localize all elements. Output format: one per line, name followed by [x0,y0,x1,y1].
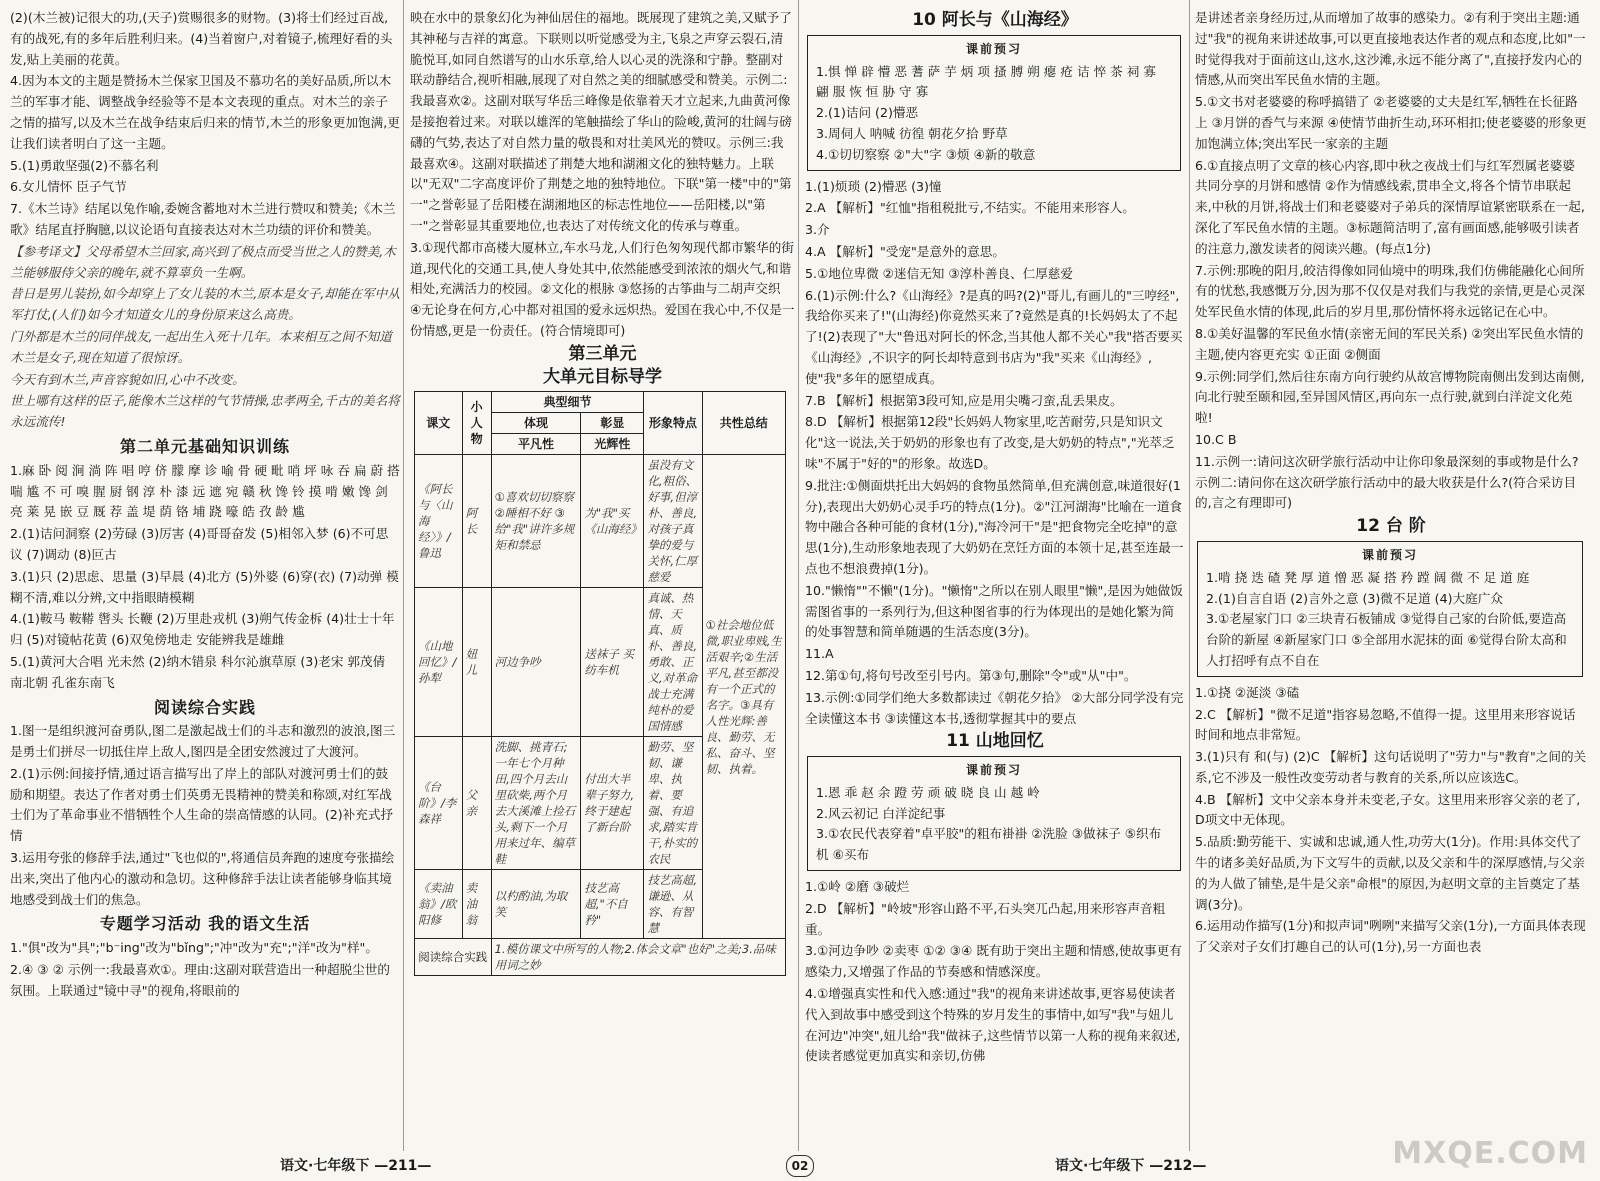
answer-paragraph: 8.①美好温馨的军民鱼水情(亲密无间的军民关系) ②突出军民鱼水情的主题,使内容更充实 ①正面 ②侧面 [1195,325,1584,362]
cell-ordinary: 以杓酌油,为取笑 [491,870,581,939]
answer-paragraph: 5.品质:勤劳能干、实诚和忠诚,通人性,功劳大(1分)。作用:具体交代了牛的诸多美好品质,为下文写牛的贡献,以及父亲和牛的深厚感情,与父亲的为人做了铺垫,是牛是父亲"命根"的原因,为赵明文章的主旨奠定了基调(3分)。 [1195,834,1585,912]
answer-paragraph: 5.①文书对老婆婆的称呼搞错了 ②老婆婆的丈夫是红军,牺牲在长征路上 ③月饼的香气与来源 ④使情节曲折生动,环环相扣;使老婆婆的形象更加饱满立体;突出军民一家亲的主题 [1195,94,1587,151]
answer-paragraph: 2.A 【解析】"红恤"指租税批亏,不结实。不能用来形容人。 [805,200,1135,216]
preview-line: 2.风云初记 白洋淀纪事 [816,805,946,821]
th-person: 小人物 [462,392,491,455]
answer-paragraph: 4.(1)鞍马 鞍鞯 辔头 长鞭 (2)万里赴戎机 (3)朔气传金柝 (4)壮士十年归 (5)对镜帖花黄 (6)双兔傍地走 安能辨我是雄雌 [10,611,395,648]
answer-paragraph: 3.运用夸张的修辞手法,通过"飞也似的",将通信员奔跑的速度夸张描绘出来,突出了他内心的激动和急切。这种修辞手法让读者能够身临其境地感受到战士们的焦急。 [10,850,395,907]
answer-paragraph: 5.(1)勇敢坚强(2)不慕名利 [10,157,159,173]
cell-person: 阿长 [462,455,491,588]
cell-image: 真诚、热情、天真、质朴、善良,勇敢、正义,对革命战士充满纯朴的爱国情感 [644,588,702,737]
cell-ordinary: ①喜欢切切察察 ②睡相不好 ③给"我"讲许多规矩和禁忌 [491,455,581,588]
footer-page-left: 语文·七年级下 —211— [280,1158,432,1174]
answer-paragraph: 1."俱"改为"具";"b⁻ing"改为"bǐng";"冲"改为"充";"洋"改为"样"。 [10,940,378,956]
answer-paragraph: 3.(1)只 (2)思虑、思量 (3)早晨 (4)北方 (5)外婆 (6)穿(衣) (7)动弹 模糊不清,难以分辨,文中指眼睛模糊 [10,568,399,605]
answer-paragraph: 6.女儿情怀 臣子气节 [10,179,127,195]
reading-practice-label: 阅读综合实践 [415,939,492,976]
answer-paragraph: 5.①地位卑微 ②迷信无知 ③淳朴善良、仁厚慈爱 [805,265,1073,281]
answer-paragraph: 2.(1)示例:间接抒情,通过语言描写出了岸上的部队对渡河勇士们的鼓励和期望。表达了作者对勇士们英勇无畏精神的赞美和称颂,对红军战士们为了革命事业不惜牺牲个人生命的崇高情感的认同。(2)补充式抒情 [10,765,394,844]
answer-paragraph: 【参考译文】父母希望木兰回家,高兴到了极点而受当世之人的赞美,木兰能够服侍父亲的晚年,就不算辜负一生啊。 [10,243,396,280]
section-title-unit2-basics: 第二单元基础知识训练 [119,436,290,456]
th-image: 形象特点 [644,392,702,455]
th-course: 课文 [415,392,463,455]
answer-paragraph: 6.运用动作描写(1分)和拟声词"咧咧"来描写父亲(1分),一方面具体表现了父亲对子女们打趣自己的认可(1分),另一方面也表 [1195,918,1586,955]
column-4 [1195,8,1587,959]
answer-paragraph: 7.示例:那晚的阳月,皎洁得像如同仙境中的明珠,我们仿佛能融化心间所有的忧愁,我感慨万分,因为那不仅仅是对我们与我党的亲情,更是心灵深处军民鱼水情的体现,此后的岁月里,那份情怀将永远铭记在心中。 [1195,262,1585,320]
answer-paragraph: 12.第①句,将句号改至引号内。第③句,删除"令"或"从"中"。 [805,667,1137,683]
th-detail: 典型细节 [491,392,644,413]
preview-box-11 [807,756,1181,871]
answer-paragraph: (2)(木兰被)记很大的功,(天子)赏赐很多的财物。(3)将士们经过百战,有的战死,有的多年后胜利归来。(4)当着窗户,对着镜子,梳理好看的头发,贴上美丽的花黄。 [10,10,393,67]
answer-paragraph: 1.麻 卧 阅 涧 淌 阵 唱 哼 侪 朦 摩 诊 喻 骨 硬 毗 哨 坪 咏 吞 扁 蔚 搭 喘 尴 不 可 嗅 腥 厨 钢 淳 朴 漆 远 遮 宛 赣 秋 馋 铃 摸 啃 嫩 馋 剑 亮 莱 晃 嵌 豆 厩 荐 盖 堤 荫 铬 埔 跷 嚎 皓 孜 龄 尴 [10,462,400,520]
cell-beauty: 为"我"买《山海经》 [581,455,644,588]
reading-practice-text: 1.模仿课文中所写的人物;2.体会文章"也好"之美;3.品味用词之妙 [491,939,785,976]
preview-box-10 [807,35,1181,171]
preview-line: 1.惧 惮 辟 懵 恶 蓍 萨 芋 炳 项 搔 膊 朔 瘪 疮 诘 悴 茶 祠 寡 翩 服 恢 恒 胁 守 寡 [816,63,1156,100]
answer-paragraph: 映在水中的景象幻化为神仙居住的福地。既展现了建筑之美,又赋予了其神秘与吉祥的寓意。下联则以听觉感受为主,飞泉之声穿云裂石,清脆悦耳,如同自然谱写的山水乐章,给人以心灵的洗涤和宁静。整副对联动静结合,视听相融,展现了对自然之美的细腻感受和赞美。示例二:我最喜欢②。这副对联写华岳三峰像是依靠着天才立起来,九曲黄河像是接抱着过来。对联以雄浑的笔触描绘了华山的险峻,黄河的壮阔与磅礴的气势,表达了对自然力量的敬畏和对壮美风光的赞叹。示例三:我最喜欢④。这副对联描述了荆楚大地和湖湘文化的独特魅力。上联以"无双"二字高度评价了荆楚之地的独特地位。下联"第一楼"中的"第一"之誉彰显了岳阳楼在湖湘地区的标志性地位——岳阳楼,以"第一"之誉彰显其重要地位,也表达了对传统文化的传承与尊重。 [410,10,792,233]
cell-beauty: 技艺高超,"不自矜" [581,870,644,939]
cell-person: 妞儿 [462,588,491,737]
cell-person: 父亲 [462,737,491,870]
preview-line: 3.①农民代表穿着"卓平胶"的粗布褂褂 ②洗脸 ③做袜子 ⑤织布机 ⑥买布 [816,826,1162,863]
preview-box-title: 课前预习 [1361,547,1418,562]
cell-beauty: 付出大半辈子努力,终于建起了新台阶 [581,737,644,870]
answer-paragraph: 8.D 【解析】根据第12段"长妈妈人物家里,吃苦耐劳,只是知识文化"这一说法,关于奶奶的形象也有了改变,是大奶奶的特点","光萃乏味"不属于"好的"的形象。故选D。 [805,414,1175,471]
th-highlight: 彰显 [581,413,644,434]
answer-paragraph: 3.①河边争吵 ②卖枣 ①② ③④ 既有助于突出主题和情感,使故事更有感染力,又增强了作品的节奏感和情感深度。 [805,943,1182,980]
cell-course: 《阿长与〈山海经〉》/鲁迅 [415,455,463,588]
answer-paragraph: 4.B 【解析】文中父亲本身并未变老,子女。这里用来形容父亲的老了,D项文中无体现。 [1195,791,1581,828]
answer-paragraph: 2.④ ③ ② 示例一:我最喜欢①。理由:这副对联营造出一种超脱尘世的氛围。上联通过"镜中寻"的视角,将眼前的 [10,962,390,998]
cell-course: 《台阶》/李森祥 [415,737,463,870]
cell-course: 《卖油翁》/欧阳修 [415,870,463,939]
answer-paragraph: 今天有到木兰,声音容貌如旧,心中不改变。 [10,371,245,387]
unit3-subtitle: 大单元目标导学 [543,366,662,387]
section-title-my-language-life: 专题学习活动 我的语文生活 [99,914,311,934]
th-ordinary: 平凡性 [491,434,581,455]
unit3-title: 第三单元 [568,343,637,364]
center-divider [798,0,799,1151]
answer-paragraph: 3.(1)只有 和(与) (2)C 【解析】这句话说明了"劳力"与"教育"之间的关系,它不涉及一般性改变劳动者与教育的关系,所以应该选C。 [1195,749,1587,785]
cell-image: 虽没有文化,粗俗、好事,但淳朴、善良,对孩子真挚的爱与关怀,仁厚慈爱 [644,455,702,588]
answer-paragraph: 4.A 【解析】"受宠"是意外的意思。 [805,243,1005,259]
answer-paragraph: 3.介 [805,222,830,238]
cell-person: 卖油翁 [462,870,491,939]
answer-paragraph: 7.B 【解析】根据第3段可知,应是用尖嘴刁蛮,乱丢果皮。 [805,392,1123,408]
cell-ordinary: 洗脚、挑青石;一年七个月种田,四个月去山里砍柴,两个月去大溪滩上捡石头,剩下一个月用来过年、编草鞋 [491,737,581,870]
table-row [415,455,786,588]
preview-box-12 [1197,541,1583,677]
cell-course: 《山地回忆》/孙犁 [415,588,463,737]
cell-common-summary: ①社会地位低微,职业卑贱,生活艰辛;②生活平凡,甚至都没有一个正式的名字。③具有人性光辉:善良、勤劳、无私、奋斗、坚韧、执着。 [702,455,785,939]
footer-page-right: 语文·七年级下 —212— [1055,1158,1207,1174]
preview-line: 2.(1)自言自语 (2)言外之意 (3)微不足道 (4)大庭广众 [1206,590,1503,606]
th-show: 体现 [491,413,581,434]
answer-paragraph: 1.①挠 ②涎淡 ③磕 [1195,684,1300,700]
answer-paragraph: 6.①直接点明了文章的核心内容,即中秋之夜战士们与红军烈属老婆婆共同分享的月饼和感情 ②作为情感线索,贯串全文,将各个情节串联起来,中秋的月饼,将战士们和老婆婆对子弟兵的深情厚谊紧密联系在一起,深化了军民鱼水情的主题。③标题简洁明了,富有画面感,能够吸引读者的注意力,激发读者的阅读兴趣。(每点1分) [1195,157,1585,256]
answer-paragraph: 世上哪有这样的臣子,能像木兰这样的气节情操,忠孝两全,千古的美名将永远流传! [10,393,400,430]
chapter12-title: 12 台 阶 [1356,516,1426,537]
chapter11-title: 11 山地回忆 [946,731,1044,752]
column-divider [1189,0,1190,1151]
th-common: 共性总结 [702,392,785,455]
answer-paragraph: 5.(1)黄河大合唱 光未然 (2)纳木错泉 科尔沁旗草原 (3)老宋 郭茂倩 南北朝 孔雀东南飞 [10,653,386,690]
column-divider [403,0,404,1151]
answer-paragraph: 3.①现代都市高楼大厦林立,车水马龙,人们行色匆匆现代都市繁华的街道,现代化的交通工具,使人身处其中,依然能感受到浓浓的烟火气,和谐相处,充满活力的校园。②文化的根脉 ③悠扬的古筝曲与二胡声交织 ④无论身在何方,心中都对祖国的爱永远炽热。爱国在我心中,不仅是一份情感,更是一份责任。(符合情境即可) [410,239,795,338]
chapter10-title: 10 阿长与《山海经》 [912,10,1078,30]
answer-paragraph: 13.示例:①同学们绝大多数都读过《朝花夕拾》 ②大部分同学没有完全读懂这本书 ③读懂这本书,透彻掌握其中的要点 [805,689,1184,726]
answer-paragraph: 1.(1)烦琐 (2)懵恶 (3)憧 [805,178,942,194]
column-3 [805,8,1185,1068]
answer-paragraph: 1.①岭 ②磨 ③破烂 [805,879,910,895]
preview-line: 2.(1)诘问 (2)懵恶 [816,105,919,121]
answer-paragraph: 2.C 【解析】"微不足道"指容易忽略,不值得一提。这里用来形容说话时间和地点非常短。 [1195,706,1576,743]
answer-paragraph: 11.A [805,646,834,662]
answer-paragraph: 7.《木兰诗》结尾以兔作喻,委婉含蓄地对木兰进行赞叹和赞美;《木兰歌》结尾直抒胸臆,以议论语句直接表达对木兰功绩的评价和赞美。 [10,201,396,237]
preview-line: 3.①老屋家门口 ②三块青石板铺成 ③觉得自己家的台阶低,要造高台阶的新屋 ④新屋家门口 ⑤全部用水泥抹的面 ⑥觉得台阶太高和人打招呼有点不自在 [1206,611,1567,668]
answer-paragraph: 10.C B [1195,431,1237,447]
answer-paragraph: 昔日是男儿装扮,如今却穿上了女儿装的木兰,原本是女子,却能在军中从军打仗,(人们)如今才知道女儿的身份原来这么高贵。 [10,286,400,323]
preview-line: 3.周伺人 呐喊 彷徨 朝花夕拾 野草 [816,125,1008,141]
cell-beauty: 送袜子 买纺车机 [581,588,644,737]
preview-box-title: 课前预习 [965,763,1022,778]
answer-paragraph: 6.(1)示例:什么?《山海经》?是真的吗?(2)"哥儿,有画儿的"三哼经",我给你买来了!"(山海经)你竟然买来了?竟然是真的!长妈妈太了不起了!(2)表现了"大"鲁迅对阿长的怀念,当其他人都不关心"我"搭否要买《山海经》,不识字的阿长却特意到书店为"我"买来《山海经》,使"我"多年的愿望成真。 [805,287,1183,386]
answer-paragraph: 是讲述者亲身经历过,从而增加了故事的感染力。②有利于突出主题:通过"我"的视角来讲述故事,可以更直接地表达作者的观点和态度,比如"一时觉得我对于面前这山,这水,这沙滩,永远不能分离了",直接抒发内心的情感,从而突出军民鱼水情的主题。 [1195,10,1586,88]
answer-paragraph: 4.①增强真实性和代入感:通过"我"的视角来讲述故事,更容易使读者代入到故事中感受到这个特殊的岁月发生的事情中,如写"我"与妞儿在河边"冲突",妞儿给"我"做袜子,这些情节以第一人称的视角来叙述,使读者感觉更加真实和亲切,仿佛 [805,986,1181,1064]
answer-paragraph: 门外都是木兰的同伴战友,一起出生入死十几年。本来相互之间不知道木兰是女子,现在知道了很惊讶。 [10,328,392,365]
unit3-goal-table [414,391,786,976]
page-mark: 02 [786,1155,814,1177]
answer-paragraph: 10."懒惰""不懒"(1分)。"懒惰"之所以在别人眼里"懒",是因为她做饭需图省事的一系列行为,但这种图省事的行为体现出的是她化繁为简的处事智慧和简单随遇的生活态度(3分)。 [805,582,1183,640]
answer-paragraph: 9.示例:同学们,然后往东南方向行驶约从故宫博物院南侧出发到达南侧,向北行驶至颐和园,至异国风情区,再向东一点行驶,就到白洋淀文化苑啦! [1195,368,1585,426]
watermark: MXQE.COM [1392,1136,1588,1171]
cell-ordinary: 河边争吵 [491,588,581,737]
column-2 [410,8,795,976]
preview-box-title: 课前预习 [965,41,1022,56]
preview-line: 1.啃 挠 迭 碴 凳 厚 道 憎 恶 凝 搭 矜 蹚 阔 微 不 足 道 庭 [1206,569,1530,585]
answer-paragraph: 11.示例一:请问这次研学旅行活动中让你印象最深刻的事或物是什么?示例二:请问你在这次研学旅行活动中的最大收获是什么?(符合采访目的,言之有理即可) [1195,453,1579,511]
answer-paragraph: 9.批注:①侧面烘托出大妈妈的食物虽然简单,但充满创意,味道很好(1分),表现出大奶奶心灵手巧的特点(1分)。②"江河湖海"比喻在一道食物中融合各种可能的食材(1分),"海冷河干"是"把食物完全吃掉"的意思(1分),生动形象地表现了大奶奶在烹饪方面的本领十足,甚至连最一点也不想浪费掉(1分)。 [805,477,1184,576]
th-beauty: 光辉性 [581,434,644,455]
answer-paragraph: 4.因为本文的主题是赞扬木兰保家卫国及不慕功名的美好品质,所以木兰的军事才能、调整战争经验等不是本文表现的重点。对木兰的亲子之情的描写,以及木兰在战争结束后归来的情节,木兰的形象更加饱满,更让我们读者明白了这一主题。 [10,73,400,151]
section-title-reading-practice: 阅读综合实践 [153,697,256,717]
column-1 [10,8,400,1003]
preview-line: 4.①切切察察 ②"大"字 ③烦 ④新的敬意 [816,146,1036,162]
cell-image: 技艺高超,谦逊、从容、有智慧 [644,870,702,939]
cell-image: 勤劳、坚韧、谦卑、执着、要强、有追求,踏实肯干,朴实的农民 [644,737,702,870]
answer-paragraph: 2.D 【解析】"岭坡"形容山路不平,石头突兀凸起,用来形容声音粗重。 [805,900,1166,937]
answer-paragraph: 2.(1)诘问洞察 (2)劳碌 (3)厉害 (4)哥哥奋发 (5)相邻入梦 (6)不可思议 (7)调动 (8)叵古 [10,526,389,562]
preview-line: 1.恩 乖 赵 余 蹬 劳 顽 破 晓 良 山 越 岭 [816,784,1040,800]
answer-paragraph: 1.图一是组织渡河奋勇队,图二是激起战士们的斗志和激烈的波浪,图三是勇士们拼尽一切抵住岸上敌人,图四是全团安然渡过了大渡河。 [10,723,396,760]
